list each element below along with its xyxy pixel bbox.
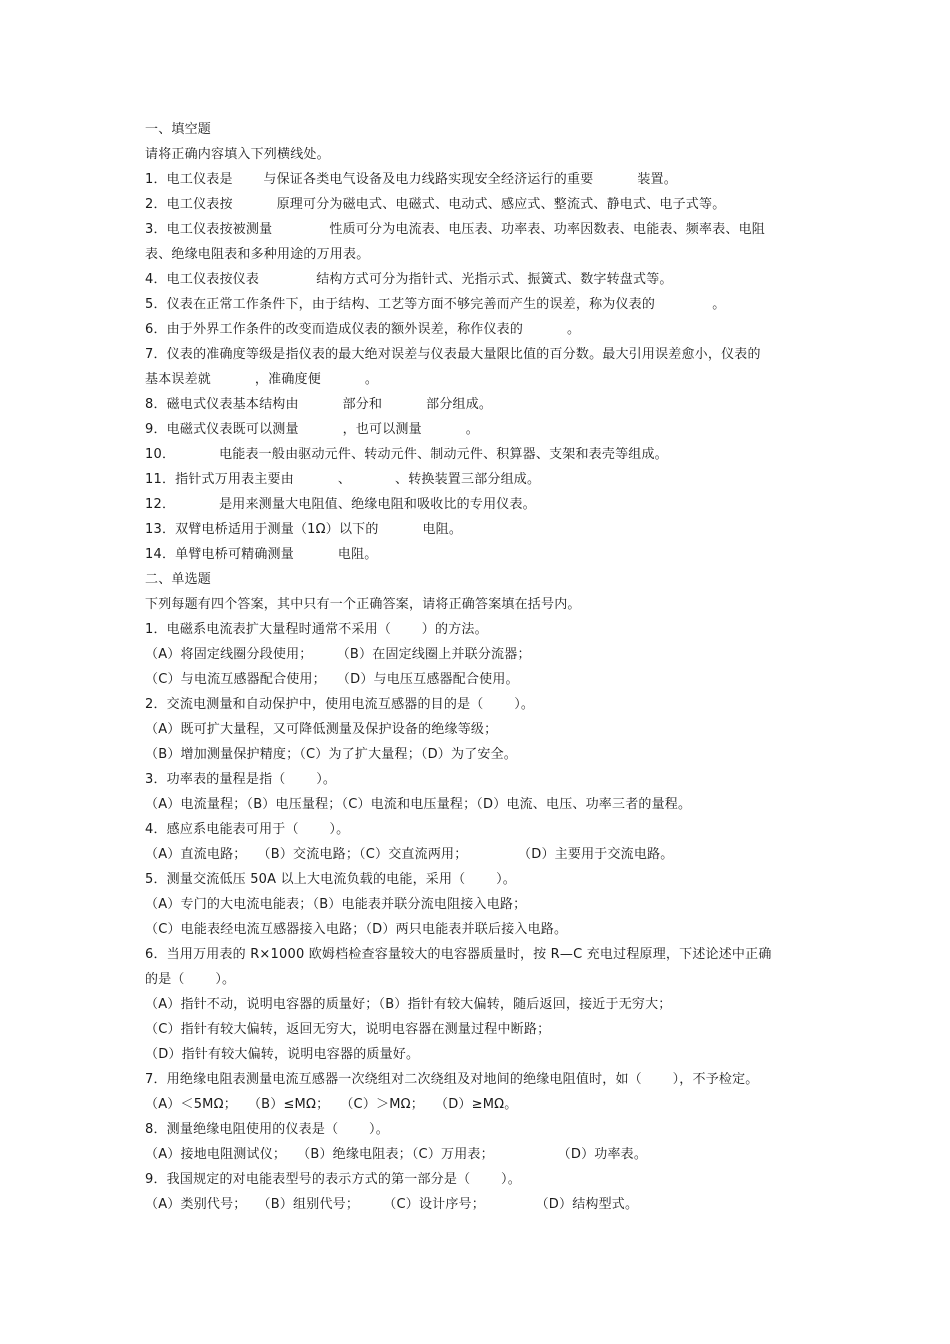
option-line: （A）直流电路； （B）交流电路；（C）交直流两用； （D）主要用于交流电路。 (145, 847, 674, 862)
question-line: 11．指针式万用表主要由 、 、转换装置三部分组成。 (145, 472, 541, 487)
option-line: （B）增加测量保护精度；（C）为了扩大量程；（D）为了安全。 (145, 747, 518, 762)
section-heading-fill-blank: 一、填空题 (145, 122, 212, 137)
question-line: 7．仪表的准确度等级是指仪表的最大绝对误差与仪表最大量限比值的百分数。最大引用误差愈小，仪表的 (145, 347, 761, 362)
option-line: （A）专门的大电流电能表；（B）电能表并联分流电阻接入电路； (145, 897, 527, 912)
question-line: 1．电工仪表是 与保证各类电气设备及电力线路实现安全经济运行的重要 装置。 (145, 172, 677, 187)
instructions: 请将正确内容填入下列横线处。 (145, 147, 330, 162)
instructions: 下列每题有四个答案，其中只有一个正确答案，请将正确答案填在括号内。 (145, 597, 581, 612)
option-line: （C）电能表经电流互感器接入电路；（D）两只电能表并联后接入电路。 (145, 922, 568, 937)
option-line: （A）既可扩大量程，又可降低测量及保护设备的绝缘等级； (145, 722, 498, 737)
option-line: （A）接地电阻测试仪； （B）绝缘电阻表；（C）万用表； （D）功率表。 (145, 1147, 648, 1162)
question-line: 12． 是用来测量大电阻值、绝缘电阻和吸收比的专用仪表。 (145, 497, 536, 512)
question-line: 1．电磁系电流表扩大量程时通常不采用（ ）的方法。 (145, 622, 488, 637)
option-line: （A）将固定线圈分段使用； （B）在固定线圈上并联分流器； (145, 647, 531, 662)
question-line: 6．当用万用表的 R×1000 欧姆档检查容量较大的电容器质量时，按 R—C 充电过程原理，下述论述中正确 (145, 947, 772, 962)
question-line: 4．感应系电能表可用于（ ）。 (145, 822, 350, 837)
question-line: 8．测量绝缘电阻使用的仪表是（ ）。 (145, 1122, 389, 1137)
question-line: 表、绝缘电阻表和多种用途的万用表。 (145, 247, 370, 262)
option-line: （C）与电流互感器配合使用； （D）与电压互感器配合使用。 (145, 672, 519, 687)
question-line: 3．功率表的量程是指（ ）。 (145, 772, 337, 787)
question-line: 8．磁电式仪表基本结构由 部分和 部分组成。 (145, 397, 493, 412)
question-line: 13．双臂电桥适用于测量（1Ω）以下的 电阻。 (145, 522, 463, 537)
question-line: 5．测量交流低压 50A 以上大电流负载的电能，采用（ ）。 (145, 872, 517, 887)
question-line: 6．由于外界工作条件的改变而造成仪表的额外误差，称作仪表的 。 (145, 322, 581, 337)
option-line: （A）电流量程；（B）电压量程；（C）电流和电压量程；（D）电流、电压、功率三者的量程。 (145, 797, 692, 812)
question-line: 2．电工仪表按 原理可分为磁电式、电磁式、电动式、感应式、整流式、静电式、电子式等。 (145, 197, 726, 212)
question-line: 2．交流电测量和自动保护中，使用电流互感器的目的是（ ）。 (145, 697, 535, 712)
question-line: 14．单臂电桥可精确测量 电阻。 (145, 547, 378, 562)
question-line: 基本误差就 ，准确度便 。 (145, 372, 379, 387)
option-line: （D）指针有较大偏转，说明电容器的质量好。 (145, 1047, 420, 1062)
question-line: 9．我国规定的对电能表型号的表示方式的第一部分是（ ）。 (145, 1172, 521, 1187)
question-line: 3．电工仪表按被测量 性质可分为电流表、电压表、功率表、功率因数表、电能表、频率表、电阻 (145, 222, 766, 237)
question-line: 7．用绝缘电阻表测量电流互感器一次绕组对二次绕组及对地间的绝缘电阻值时，如（ ），不予检定。 (145, 1072, 759, 1087)
question-line: 4．电工仪表按仪表 结构方式可分为指针式、光指示式、振簧式、数字转盘式等。 (145, 272, 673, 287)
question-line: 9．电磁式仪表既可以测量 ，也可以测量 。 (145, 422, 479, 437)
question-line: 5．仪表在正常工作条件下，由于结构、工艺等方面不够完善而产生的误差，称为仪表的 。 (145, 297, 726, 312)
option-line: （A）类别代号； （B）组别代号； （C）设计序号； （D）结构型式。 (145, 1197, 639, 1212)
question-line: 10． 电能表一般由驱动元件、转动元件、制动元件、积算器、支架和表壳等组成。 (145, 447, 668, 462)
option-line: （A）＜5MΩ； （B）≤MΩ； （C）＞MΩ； （D）≥MΩ。 (145, 1097, 518, 1112)
question-line: 的是（ ）。 (145, 972, 236, 987)
option-line: （A）指针不动，说明电容器的质量好；（B）指针有较大偏转，随后返回，接近于无穷大； (145, 997, 672, 1012)
option-line: （C）指针有较大偏转，返回无穷大，说明电容器在测量过程中断路； (145, 1022, 551, 1037)
section-heading-single-choice: 二、单选题 (145, 572, 212, 587)
